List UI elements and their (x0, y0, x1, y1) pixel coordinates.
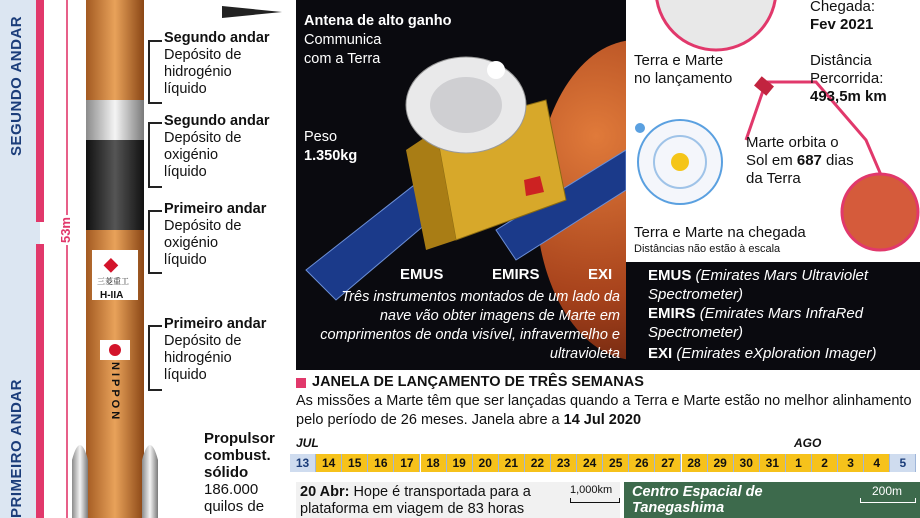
calendar-day: 31 (760, 454, 786, 472)
part-desc: Depósito de hidrogénio líquido (164, 47, 242, 97)
legend-code: EXI (648, 345, 673, 362)
nippon-text: NIPPON (109, 362, 121, 423)
arrival-label: Chegada: (810, 0, 876, 15)
legend-item (648, 344, 918, 363)
weight-title: Peso (304, 129, 338, 145)
part-title: Segundo andar (164, 113, 270, 129)
bracket-3 (148, 210, 162, 274)
calendar-day: 18 (421, 454, 447, 472)
arrival-info (810, 0, 875, 34)
month-ago: AGO (794, 436, 822, 450)
pointer-icon (222, 6, 282, 18)
window-open-date: 14 Jul 2020 (563, 412, 642, 428)
window-title: JANELA DE LANÇAMENTO DE TRÊS SEMANAS (312, 374, 644, 390)
orbit-days: 687 (796, 152, 822, 169)
month-jul: JUL (296, 436, 319, 450)
calendar-day: 19 (447, 454, 473, 472)
calendar-day: 14 (316, 454, 342, 472)
calendar-day: 23 (551, 454, 577, 472)
calendar-day: 24 (577, 454, 603, 472)
instrument-caption: Três instrumentos montados de um lado da nave vão obter imagens de Marte em comprimentos de onda visível, infravermelho e ultravioleta (320, 289, 620, 362)
instrument-exi: EXI (588, 266, 613, 283)
orbit-text-1: Marte orbita o Sol em (746, 134, 839, 169)
antenna-label (304, 12, 451, 69)
arrival-value: Fev 2021 (810, 16, 874, 33)
instrument-emirs: EMIRS (492, 266, 540, 283)
window-body: As missões a Marte têm que ser lançadas quando a Terra e Marte estão no melhor alinhamento pelo período de 26 meses. Janela abre a (296, 393, 912, 428)
transport-desc: Hope é transportada para a plataforma em viagem de 83 horas (300, 484, 531, 517)
legend-item (648, 304, 918, 342)
calendar-day: 16 (368, 454, 394, 472)
launch-window-section (290, 370, 920, 518)
legend-code: EMIRS (648, 305, 696, 322)
part-desc: Depósito de oxigénio líquido (164, 130, 242, 180)
calendar-day: 5 (890, 454, 916, 472)
calendar-day: 28 (682, 454, 708, 472)
scale-bar-right (860, 498, 916, 503)
bracket-1 (148, 40, 162, 104)
orbit-text-2: dias da Terra (746, 152, 854, 187)
legend-name: (Emirates eXploration Imager) (676, 345, 877, 362)
transport-text (300, 484, 560, 518)
section-marker-icon (296, 378, 306, 388)
calendar-day: 22 (525, 454, 551, 472)
transport-note (296, 482, 620, 518)
part-desc: Depósito de hidrogénio líquido (164, 333, 242, 383)
calendar-day: 2 (812, 454, 838, 472)
calendar-day: 20 (473, 454, 499, 472)
bracket-2 (148, 122, 162, 188)
part-label-4 (164, 316, 266, 384)
spacecraft-panel (296, 0, 626, 370)
scale-right: 200m (872, 484, 903, 498)
height-line (66, 0, 68, 518)
calendar-day: 21 (499, 454, 525, 472)
calendar-day: 29 (708, 454, 734, 472)
connector-line (232, 0, 298, 290)
scale-bar-left (570, 498, 620, 503)
calendar-day: 26 (629, 454, 655, 472)
logo-jp: 三菱重工 (97, 277, 129, 286)
part-title: Segundo andar (164, 30, 270, 46)
upper-stage-rail (36, 0, 44, 222)
stage-upper-label: SEGUNDO ANDAR (8, 15, 25, 156)
part-desc: Depósito de oxigénio líquido (164, 218, 242, 268)
calendar-day: 30 (734, 454, 760, 472)
calendar-day: 25 (603, 454, 629, 472)
calendar-day: 1 (786, 454, 812, 472)
arrival-caption: Terra e Marte na chegada (634, 224, 806, 241)
mitsubishi-logo-icon: ◆ (104, 254, 118, 274)
bracket-4 (148, 325, 162, 391)
part-desc: 186.000 quilos de (204, 481, 265, 515)
logo-text: H-IIA (100, 290, 124, 301)
weight-label (304, 128, 357, 166)
calendar-day: 27 (655, 454, 681, 472)
orbit-diagram (626, 0, 920, 262)
part-title: Propulsor combust. sólido (204, 430, 275, 481)
instrument-legend (626, 262, 920, 370)
calendar-day: 13 (290, 454, 316, 472)
distance-value: 493,5m km (810, 88, 887, 105)
legend-item (648, 266, 918, 304)
distance-info (810, 52, 920, 106)
height-label: 53m (58, 217, 73, 244)
stage-lower-label: PRIMEIRO ANDAR (8, 379, 25, 518)
weight-value: 1.350kg (304, 148, 358, 164)
launch-caption: Terra e Marte no lançamento (634, 52, 733, 87)
calendar-day: 4 (864, 454, 890, 472)
legend-code: EMUS (648, 267, 692, 284)
site-map (624, 482, 920, 518)
legend-name: (Emirates Mars InfraRed Spectrometer) (648, 305, 864, 341)
calendar-day: 15 (342, 454, 368, 472)
site-name: Centro Espacial de Tanegashima (632, 484, 763, 516)
orbit-period (746, 134, 854, 188)
scale-left: 1,000km (570, 484, 613, 496)
antenna-desc: Communica com a Terra (304, 32, 382, 67)
lower-stage-rail (36, 244, 44, 518)
legend-name: (Emirates Mars Ultraviolet Spectrometer) (648, 267, 869, 303)
calendar-day: 3 (838, 454, 864, 472)
calendar-day: 17 (394, 454, 420, 472)
antenna-title: Antena de alto ganho (304, 13, 452, 29)
transport-date: 20 Abr: (300, 484, 350, 500)
part-title: Primeiro andar (164, 316, 267, 332)
part-label-5 (204, 430, 288, 515)
orbit-panel (626, 0, 920, 262)
window-text (296, 392, 920, 430)
distance-label: Distância Percorrida: (810, 52, 884, 87)
scale-note: Distâncias não estão à escala (634, 243, 781, 255)
part-title: Primeiro andar (164, 201, 267, 217)
instrument-emus: EMUS (400, 266, 444, 283)
